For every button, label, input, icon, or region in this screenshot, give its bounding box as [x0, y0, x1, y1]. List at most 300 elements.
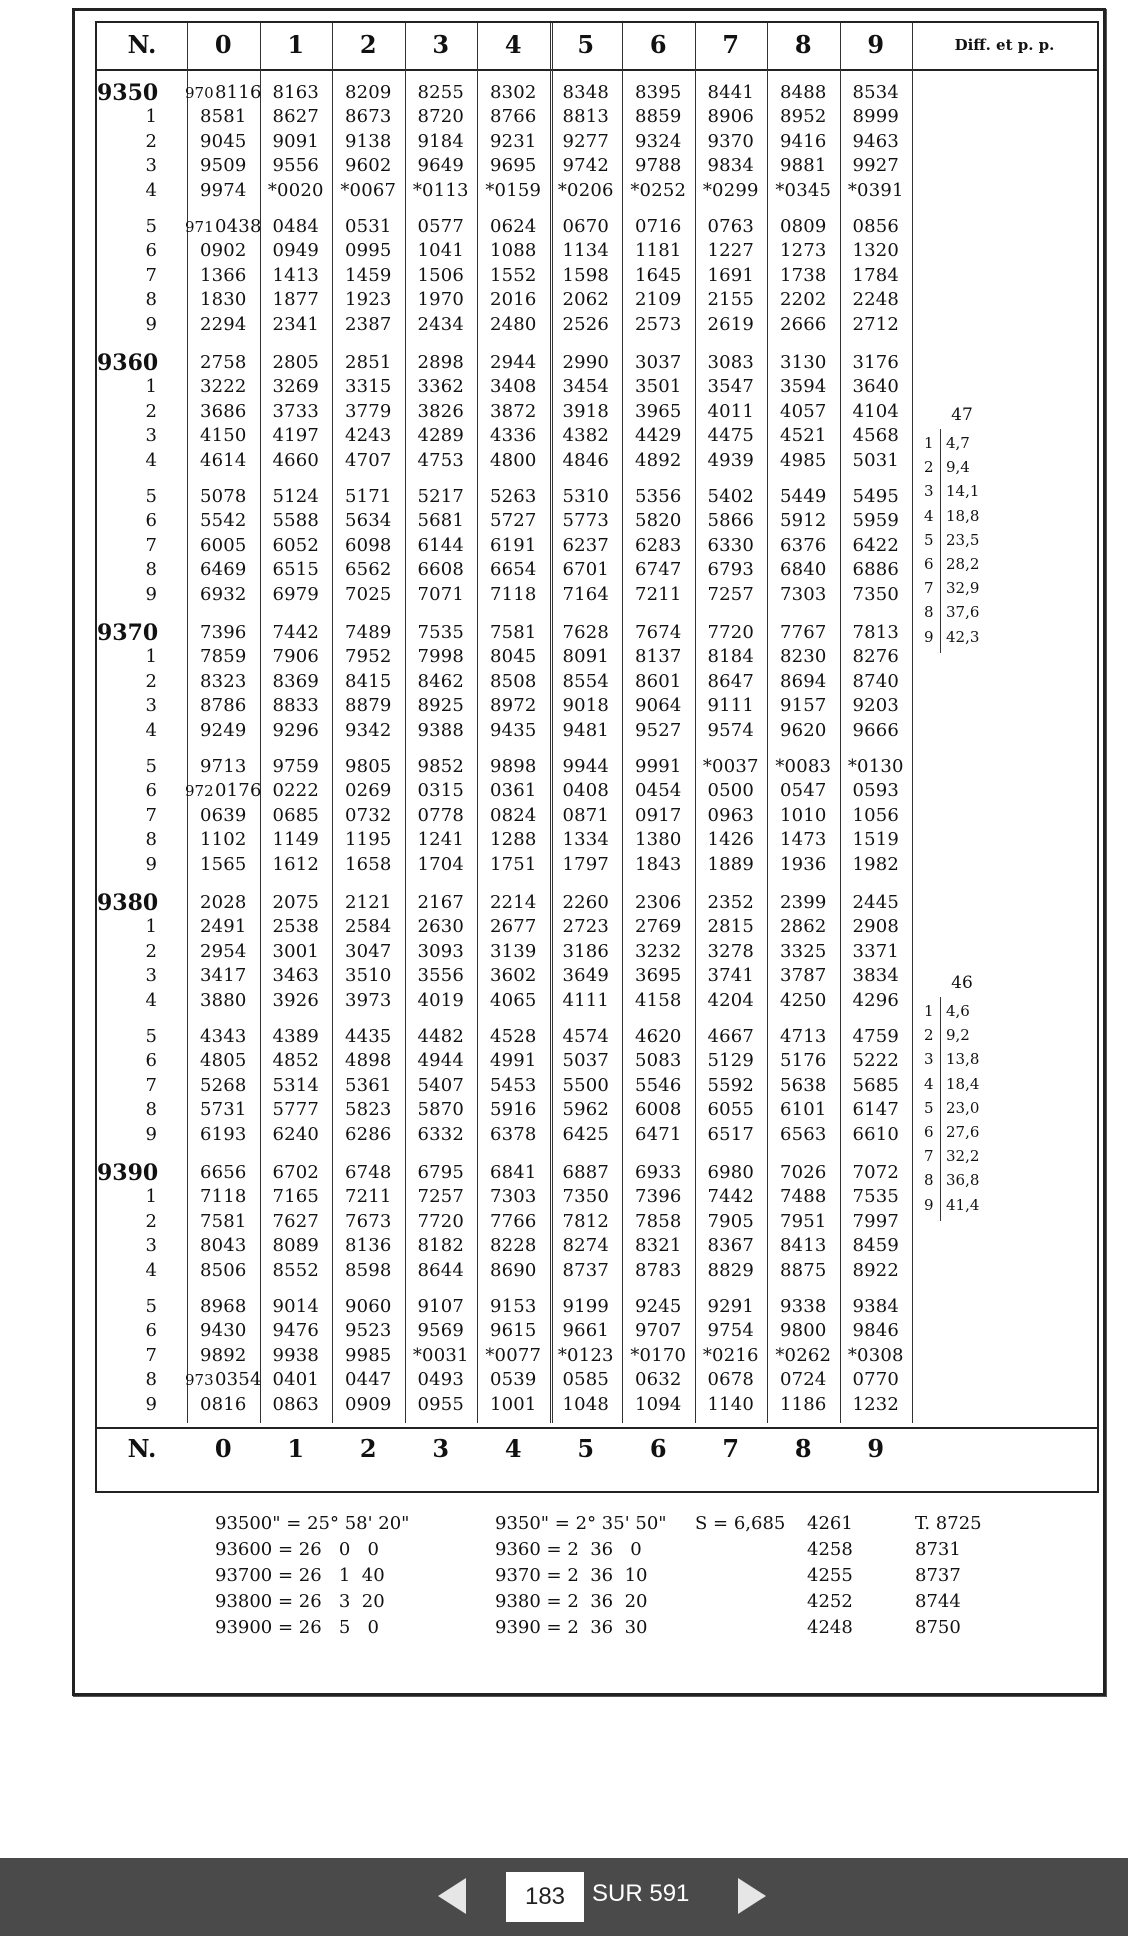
- table-cell: 8694: [779, 670, 827, 692]
- table-cell: 4852: [272, 1050, 320, 1072]
- table-cell: 8367: [707, 1235, 755, 1257]
- table-cell: 4574: [562, 1026, 610, 1047]
- table-cell: 5959: [852, 510, 900, 532]
- table-cell: 6378: [489, 1123, 537, 1145]
- table-cell: 8627: [272, 106, 320, 128]
- table-cell: 2028: [199, 892, 247, 913]
- table-cell: 4985: [779, 449, 827, 471]
- row-label: 8: [145, 289, 157, 311]
- row-label: 9: [145, 1393, 157, 1415]
- table-cell: 0716: [634, 216, 682, 237]
- table-cell: 6840: [779, 559, 827, 581]
- table-cell: 9184: [417, 130, 465, 152]
- table-cell: 7951: [779, 1210, 827, 1232]
- table-cell: 3362: [417, 376, 465, 398]
- row-label: 9350: [97, 80, 159, 106]
- table-cell: 3695: [634, 965, 682, 987]
- table-cell: 9713: [199, 756, 247, 777]
- table-cell: 9556: [272, 155, 320, 177]
- diff-row-value: 13,8: [946, 1050, 980, 1069]
- table-cell: 8228: [489, 1235, 537, 1257]
- table-cell: 7581: [489, 622, 537, 643]
- table-cell: 6515: [272, 559, 320, 581]
- table-cell: 9111: [707, 695, 755, 717]
- row-label: 3: [145, 155, 157, 177]
- table-cell: 5546: [634, 1074, 682, 1096]
- table-cell: 2573: [634, 313, 682, 335]
- table-cell: 1094: [634, 1393, 682, 1415]
- table-cell: 8720: [417, 106, 465, 128]
- diff-row-value: 18,8: [946, 506, 980, 525]
- header-digit: 9: [867, 30, 885, 59]
- diff-row-index: 1: [924, 1002, 934, 1020]
- table-cell: 2167: [417, 892, 465, 913]
- table-cell: 2619: [707, 313, 755, 335]
- table-cell: 4620: [634, 1026, 682, 1047]
- footer-digit: 6: [649, 1434, 667, 1463]
- table-cell: 1936: [779, 853, 827, 875]
- row-label: 1: [145, 916, 157, 938]
- table-cell: 3686: [199, 400, 247, 422]
- table-cell: 8786: [199, 695, 247, 717]
- row-label: 7: [145, 804, 157, 826]
- table-cell: 2630: [417, 916, 465, 938]
- table-cell: 8968: [199, 1296, 247, 1317]
- table-cell: 8136: [344, 1235, 392, 1257]
- table-cell: 3547: [707, 376, 755, 398]
- table-cell: 9938: [272, 1344, 320, 1366]
- table-cell: 6191: [489, 534, 537, 556]
- table-cell: 5361: [344, 1074, 392, 1096]
- table-cell: 4158: [634, 989, 682, 1011]
- table-cell: 9615: [489, 1320, 537, 1342]
- row-label: 6: [145, 240, 157, 262]
- footer-digit: 1: [287, 1434, 305, 1463]
- table-cell: 8459: [852, 1235, 900, 1257]
- table-cell: 9620: [779, 719, 827, 741]
- table-cell: 3371: [852, 940, 900, 962]
- table-cell: 7535: [417, 622, 465, 643]
- table-cell: 4944: [417, 1050, 465, 1072]
- table-cell: 6933: [634, 1162, 682, 1183]
- table-cell: 3186: [562, 940, 610, 962]
- table-cell: 2769: [634, 916, 682, 938]
- table-cell: 7813: [852, 622, 900, 643]
- table-cell: 4019: [417, 989, 465, 1011]
- table-cell: 4111: [562, 989, 610, 1011]
- row-label: 9360: [97, 350, 159, 376]
- table-cell: 4343: [199, 1026, 247, 1047]
- table-cell: 3556: [417, 965, 465, 987]
- row-label: 4: [145, 179, 157, 201]
- table-cell: 3640: [852, 376, 900, 398]
- table-cell: 6887: [562, 1162, 610, 1183]
- table-cell: 1186: [779, 1393, 827, 1415]
- table-cell: 3093: [417, 940, 465, 962]
- table-cell: 3463: [272, 965, 320, 987]
- table-cell: 1048: [562, 1393, 610, 1415]
- row-label: 4: [145, 719, 157, 741]
- table-cell: 4991: [489, 1050, 537, 1072]
- table-cell: 9707: [634, 1320, 682, 1342]
- table-cell: 0539: [489, 1369, 537, 1391]
- diff-row-value: 4,6: [946, 1002, 970, 1020]
- table-cell: 7257: [707, 583, 755, 605]
- table-cell: 6563: [779, 1123, 827, 1145]
- table-cell: 2399: [779, 892, 827, 913]
- table-cell: 1843: [634, 853, 682, 875]
- table-cell: 8859: [634, 106, 682, 128]
- table-cell: 8209: [344, 82, 392, 103]
- header-digit: 3: [432, 30, 450, 59]
- table-cell: 1273: [779, 240, 827, 262]
- footer-arc-conversion: 93900 = 26 5 0: [215, 1617, 379, 1638]
- table-cell: 9435: [489, 719, 537, 741]
- diff-row-index: 2: [924, 458, 934, 477]
- table-cell: 4521: [779, 425, 827, 447]
- table-cell: 4475: [707, 425, 755, 447]
- table-cell: 1227: [707, 240, 755, 262]
- table-cell: 5823: [344, 1099, 392, 1121]
- footer-s-value: 4261: [807, 1513, 853, 1534]
- row-label: 5: [145, 486, 157, 507]
- table-cell: 7257: [417, 1186, 465, 1208]
- table-cell: 7859: [199, 646, 247, 668]
- table-cell: 8972: [489, 695, 537, 717]
- table-cell: 7211: [634, 583, 682, 605]
- log-table: [95, 21, 1099, 1493]
- page-footer-notes: [95, 1511, 1095, 1681]
- table-cell: 9476: [272, 1320, 320, 1342]
- table-cell: 0438: [215, 216, 262, 237]
- table-cell: 8230: [779, 646, 827, 668]
- table-cell: 0770: [852, 1369, 900, 1391]
- table-cell: 4660: [272, 449, 320, 471]
- row-label: 8: [145, 829, 157, 851]
- table-cell: 7952: [344, 646, 392, 668]
- table-cell: 2584: [344, 916, 392, 938]
- table-cell: 8554: [562, 670, 610, 692]
- row-label: 3: [145, 965, 157, 987]
- diff-row-index: 9: [924, 1195, 934, 1214]
- table-cell: 2016: [489, 289, 537, 311]
- diff-row-value: 27,6: [946, 1123, 980, 1141]
- diff-row-index: 8: [924, 1171, 934, 1190]
- table-cell: 6795: [417, 1162, 465, 1183]
- table-cell: 6005: [199, 534, 247, 556]
- table-cell: 8506: [199, 1259, 247, 1281]
- header-digit: 1: [287, 30, 305, 59]
- row-label: 9380: [97, 890, 159, 916]
- table-cell: 2758: [199, 352, 247, 373]
- table-cell: 9249: [199, 719, 247, 741]
- table-cell: 9384: [852, 1296, 900, 1317]
- table-cell: 6469: [199, 559, 247, 581]
- table-cell: 3826: [417, 400, 465, 422]
- table-cell: 8783: [634, 1259, 682, 1281]
- row-label: 9390: [97, 1160, 159, 1186]
- table-cell: 6886: [852, 559, 900, 581]
- row-label: 4: [145, 449, 157, 471]
- table-cell: 8043: [199, 1235, 247, 1257]
- table-cell: 4614: [199, 449, 247, 471]
- footer-n-label: N.: [127, 1434, 157, 1463]
- table-cell: 9892: [199, 1344, 247, 1366]
- table-cell: 8184: [707, 646, 755, 668]
- row-prefix: 971: [185, 218, 214, 236]
- table-cell: 4846: [562, 449, 610, 471]
- diff-row-index: 6: [924, 1123, 934, 1141]
- table-cell: 2155: [707, 289, 755, 311]
- table-cell: 6608: [417, 559, 465, 581]
- table-cell: 3083: [707, 352, 755, 373]
- row-label: 2: [145, 670, 157, 692]
- table-cell: 9018: [562, 695, 610, 717]
- table-cell: 0678: [707, 1369, 755, 1391]
- footer-digit: 0: [214, 1434, 232, 1463]
- diff-row-value: 32,2: [946, 1147, 980, 1166]
- row-label: 6: [145, 1320, 157, 1342]
- page-number-input[interactable]: [506, 1872, 584, 1922]
- footer-arc-conversion: 93500" = 25° 58' 20": [215, 1513, 410, 1534]
- table-cell: 9157: [779, 695, 827, 717]
- table-cell: 6237: [562, 534, 610, 556]
- table-cell: 5500: [562, 1074, 610, 1096]
- row-label: 2: [145, 1210, 157, 1232]
- table-cell: 1552: [489, 264, 537, 286]
- table-cell: 9974: [199, 179, 247, 201]
- table-cell: 5866: [707, 510, 755, 532]
- table-cell: 8999: [852, 106, 900, 128]
- table-cell: 5542: [199, 510, 247, 532]
- table-cell: 8644: [417, 1259, 465, 1281]
- table-cell: 1598: [562, 264, 610, 286]
- table-cell: 4898: [344, 1050, 392, 1072]
- table-cell: 1426: [707, 829, 755, 851]
- table-cell: 0639: [199, 804, 247, 826]
- table-cell: 6008: [634, 1099, 682, 1121]
- table-cell: 7350: [562, 1186, 610, 1208]
- table-cell: 0732: [344, 804, 392, 826]
- table-cell: *0159: [485, 179, 542, 201]
- diff-table-rule: [940, 997, 941, 1221]
- table-cell: 5592: [707, 1074, 755, 1096]
- table-cell: 5495: [852, 486, 900, 507]
- table-cell: 9846: [852, 1320, 900, 1342]
- table-cell: 8737: [562, 1259, 610, 1281]
- header-digit: 5: [577, 30, 595, 59]
- table-cell: 6286: [344, 1123, 392, 1145]
- table-cell: 6562: [344, 559, 392, 581]
- table-cell: 3408: [489, 376, 537, 398]
- table-cell: 7905: [707, 1210, 755, 1232]
- table-cell: 9569: [417, 1320, 465, 1342]
- table-cell: 0917: [634, 804, 682, 826]
- table-cell: 0778: [417, 804, 465, 826]
- table-cell: *0262: [775, 1344, 832, 1366]
- table-cell: 5912: [779, 510, 827, 532]
- diff-row-value: 36,8: [946, 1171, 980, 1190]
- table-cell: 0670: [562, 216, 610, 237]
- table-cell: 2352: [707, 892, 755, 913]
- table-cell: 6793: [707, 559, 755, 581]
- table-cell: 9661: [562, 1320, 610, 1342]
- table-cell: 2109: [634, 289, 682, 311]
- table-cell: 8091: [562, 646, 610, 668]
- table-cell: 7118: [199, 1186, 247, 1208]
- table-cell: 2526: [562, 313, 610, 335]
- table-cell: 2851: [344, 352, 392, 373]
- table-cell: 6932: [199, 583, 247, 605]
- table-cell: 4429: [634, 425, 682, 447]
- table-cell: 1751: [489, 853, 537, 875]
- table-cell: 9991: [634, 756, 682, 777]
- table-cell: 2294: [199, 313, 247, 335]
- diff-table-head: 47: [951, 405, 973, 425]
- table-cell: 0909: [344, 1393, 392, 1415]
- footer-small-conversion: 9380 = 2 36 20: [495, 1591, 648, 1612]
- table-cell: 3001: [272, 940, 320, 962]
- table-cell: 9045: [199, 130, 247, 152]
- table-cell: 2248: [852, 289, 900, 311]
- next-page-icon[interactable]: [738, 1878, 766, 1914]
- table-cell: 9754: [707, 1320, 755, 1342]
- table-cell: 3315: [344, 376, 392, 398]
- table-cell: 0685: [272, 804, 320, 826]
- table-cell: 6147: [852, 1099, 900, 1121]
- table-cell: 5449: [779, 486, 827, 507]
- table-cell: 2954: [199, 940, 247, 962]
- table-cell: 5731: [199, 1099, 247, 1121]
- table-cell: 1001: [489, 1393, 537, 1415]
- table-cell: 8163: [272, 82, 320, 103]
- footer-s-value: 4255: [807, 1565, 853, 1586]
- table-cell: 5407: [417, 1074, 465, 1096]
- footer-small-conversion: 9370 = 2 36 10: [495, 1565, 648, 1586]
- table-cell: 8321: [634, 1235, 682, 1257]
- table-cell: 0269: [344, 780, 392, 802]
- table-cell: 1149: [272, 829, 320, 851]
- table-cell: 1982: [852, 853, 900, 875]
- table-cell: 8369: [272, 670, 320, 692]
- diff-row-value: 18,4: [946, 1074, 980, 1093]
- row-label: 1: [145, 106, 157, 128]
- table-cell: 1830: [199, 289, 247, 311]
- table-cell: 7628: [562, 622, 610, 643]
- table-cell: 6425: [562, 1123, 610, 1145]
- diff-row-value: 9,4: [946, 458, 970, 477]
- table-cell: 1612: [272, 853, 320, 875]
- table-cell: 9881: [779, 155, 827, 177]
- table-cell: *0345: [775, 179, 832, 201]
- table-cell: 8813: [562, 106, 610, 128]
- table-cell: 4805: [199, 1050, 247, 1072]
- diff-row-value: 41,4: [946, 1195, 980, 1214]
- table-cell: *0170: [630, 1344, 687, 1366]
- table-cell: 5773: [562, 510, 610, 532]
- row-label: 8: [145, 559, 157, 581]
- row-label: 4: [145, 989, 157, 1011]
- table-cell: 3965: [634, 400, 682, 422]
- table-cell: 7025: [344, 583, 392, 605]
- table-cell: 6656: [199, 1162, 247, 1183]
- table-cell: 3325: [779, 940, 827, 962]
- table-cell: 4057: [779, 400, 827, 422]
- table-cell: 9107: [417, 1296, 465, 1317]
- diff-row-index: 3: [924, 482, 934, 501]
- table-cell: 1691: [707, 264, 755, 286]
- table-cell: 7350: [852, 583, 900, 605]
- previous-page-icon[interactable]: [438, 1878, 466, 1914]
- table-cell: 1102: [199, 829, 247, 851]
- table-cell: 4713: [779, 1026, 827, 1047]
- row-label: 7: [145, 534, 157, 556]
- diff-row-value: 4,7: [946, 434, 970, 452]
- table-cell: 6376: [779, 534, 827, 556]
- table-cell: 9788: [634, 155, 682, 177]
- table-cell: 9742: [562, 155, 610, 177]
- table-cell: 7720: [707, 622, 755, 643]
- diff-row-value: 23,5: [946, 530, 980, 549]
- table-cell: 9463: [852, 130, 900, 152]
- table-cell: 5962: [562, 1099, 610, 1121]
- table-cell: 8276: [852, 646, 900, 668]
- table-cell: 8647: [707, 670, 755, 692]
- table-cell: 9430: [199, 1320, 247, 1342]
- diff-table-head: 46: [951, 973, 973, 993]
- diff-row-index: 5: [924, 530, 934, 549]
- table-cell: 6701: [562, 559, 610, 581]
- table-cell: 1041: [417, 240, 465, 262]
- table-cell: 0222: [272, 780, 320, 802]
- table-cell: 1241: [417, 829, 465, 851]
- table-cell: 2908: [852, 916, 900, 938]
- header-digit: 2: [359, 30, 377, 59]
- table-cell: 2898: [417, 352, 465, 373]
- diff-row-value: 32,9: [946, 579, 980, 598]
- table-cell: 5634: [344, 510, 392, 532]
- table-cell: 0763: [707, 216, 755, 237]
- diff-row-value: 23,0: [946, 1098, 980, 1117]
- row-label: 7: [145, 1074, 157, 1096]
- table-cell: 8182: [417, 1235, 465, 1257]
- table-cell: 1413: [272, 264, 320, 286]
- table-cell: 5588: [272, 510, 320, 532]
- table-cell: 0531: [344, 216, 392, 237]
- table-cell: 1288: [489, 829, 537, 851]
- table-cell: 9291: [707, 1296, 755, 1317]
- table-cell: 6702: [272, 1162, 320, 1183]
- table-cell: 0361: [489, 780, 537, 802]
- table-cell: 5171: [344, 486, 392, 507]
- table-cell: 4939: [707, 449, 755, 471]
- table-cell: 1738: [779, 264, 827, 286]
- page-navigation-bar: [0, 1858, 1128, 1936]
- diff-table-rule: [940, 429, 941, 653]
- table-cell: 4759: [852, 1026, 900, 1047]
- table-cell: 0809: [779, 216, 827, 237]
- table-cell: 0724: [779, 1369, 827, 1391]
- table-cell: 4204: [707, 989, 755, 1011]
- table-cell: 6240: [272, 1123, 320, 1145]
- header-n-label: N.: [127, 30, 157, 59]
- row-label: 6: [145, 780, 157, 802]
- table-cell: 8673: [344, 106, 392, 128]
- row-label: 5: [145, 216, 157, 237]
- table-cell: 5129: [707, 1050, 755, 1072]
- table-cell: 3741: [707, 965, 755, 987]
- table-cell: 2712: [852, 313, 900, 335]
